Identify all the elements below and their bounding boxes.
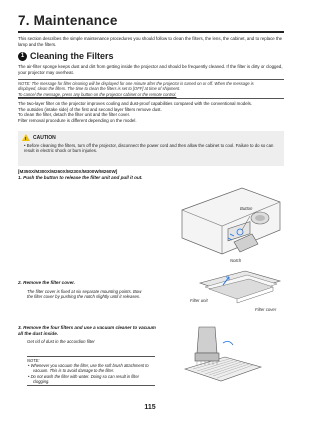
step-title: Remove the four filters and use a vacuum cleaner to vacuum all the dust inside.	[18, 325, 156, 336]
body-line: The two-layer filter on the projector improves cooling and dust-proof capabilities compared with the conventional models.	[18, 101, 253, 106]
section-title: Cleaning the Filters	[30, 51, 114, 61]
filter-unit-illustration	[185, 265, 285, 310]
note-item: • Do not wash the filter with water. Doing so can result in filter clogging.	[28, 373, 139, 384]
step-number: 1.	[18, 175, 22, 180]
chapter-title: 7. Maintenance	[18, 13, 118, 28]
note-title: NOTE:	[27, 358, 40, 363]
note-box-2	[27, 356, 155, 386]
step-title: Push the button to release the filter unit and pull it out.	[23, 175, 143, 180]
section-number-badge: 1	[18, 52, 27, 61]
button-callout: Button	[240, 206, 253, 211]
filter-cover-callout: Filter cover	[255, 307, 277, 312]
intro-text: This section describes the simple maintenance procedures you should follow to clean the filters, the lens, the cabinet, and to replace the lamp and the filters.	[18, 36, 283, 47]
section-heading	[18, 51, 114, 61]
warning-triangle-icon	[22, 134, 30, 141]
notch-callout: Notch	[230, 258, 242, 263]
note-line: To cancel the message, press any button on the projector cabinet or the remote control.	[18, 91, 177, 97]
model-list: [M350X/M300X/M260X/M230X/M300W/M260W]	[18, 169, 118, 174]
step-number: 2.	[18, 280, 22, 285]
step-text: The filter cover is fixed at six separate mounting points. Bow the filter cover by pushing the notch slightly until it releases.	[27, 288, 142, 300]
body-line: The outsides (intake side) of the first and second layer filters remove dust.	[18, 106, 162, 112]
note-line: NOTE: The message for filter cleaning will be displayed for one minute after the projector is turned on or off. When the message is	[18, 81, 254, 86]
caution-box	[18, 131, 284, 166]
note-item: • Whenever you vacuum the filter, use the soft brush attachment to vacuum. This is to avoid damage to the filter.	[28, 363, 149, 374]
body-text	[18, 101, 284, 123]
step-title: Remove the filter cover.	[23, 280, 75, 285]
chapter-rule	[18, 31, 284, 33]
page-number: 115	[144, 404, 156, 411]
step-number: 3.	[18, 325, 22, 330]
caution-header	[22, 134, 280, 141]
note-line: displayed, clean the filters. The time to clean the filters is set to [OFF] at time of shipment.	[18, 86, 181, 92]
projector-illustration	[172, 180, 284, 260]
caution-text: • Before cleaning the filters, turn off the projector, disconnect the power cord and then allow the cabinet to cool. Failure to do so can result in electric shock or burn injuries.	[24, 143, 274, 154]
step-text: Get rid of dust in the accordion filter	[27, 338, 95, 344]
note-box	[18, 79, 284, 99]
step-2	[18, 280, 148, 300]
step-3	[18, 325, 158, 344]
body-line: To clean the filter, detach the filter unit and the filter cover.	[18, 112, 131, 118]
caution-title: CAUTION	[33, 134, 56, 141]
section-text: The air-filter sponge keeps dust and dirt from getting inside the projector and should be frequently cleaned. If the filter is dirty or clogged, your projector may overheat.	[18, 64, 283, 75]
body-line: Filter removal procedure is different depending on the model.	[18, 117, 137, 123]
step-1	[18, 175, 143, 181]
filter-unit-callout: Filter unit	[190, 298, 208, 303]
vacuum-illustration	[175, 325, 270, 393]
